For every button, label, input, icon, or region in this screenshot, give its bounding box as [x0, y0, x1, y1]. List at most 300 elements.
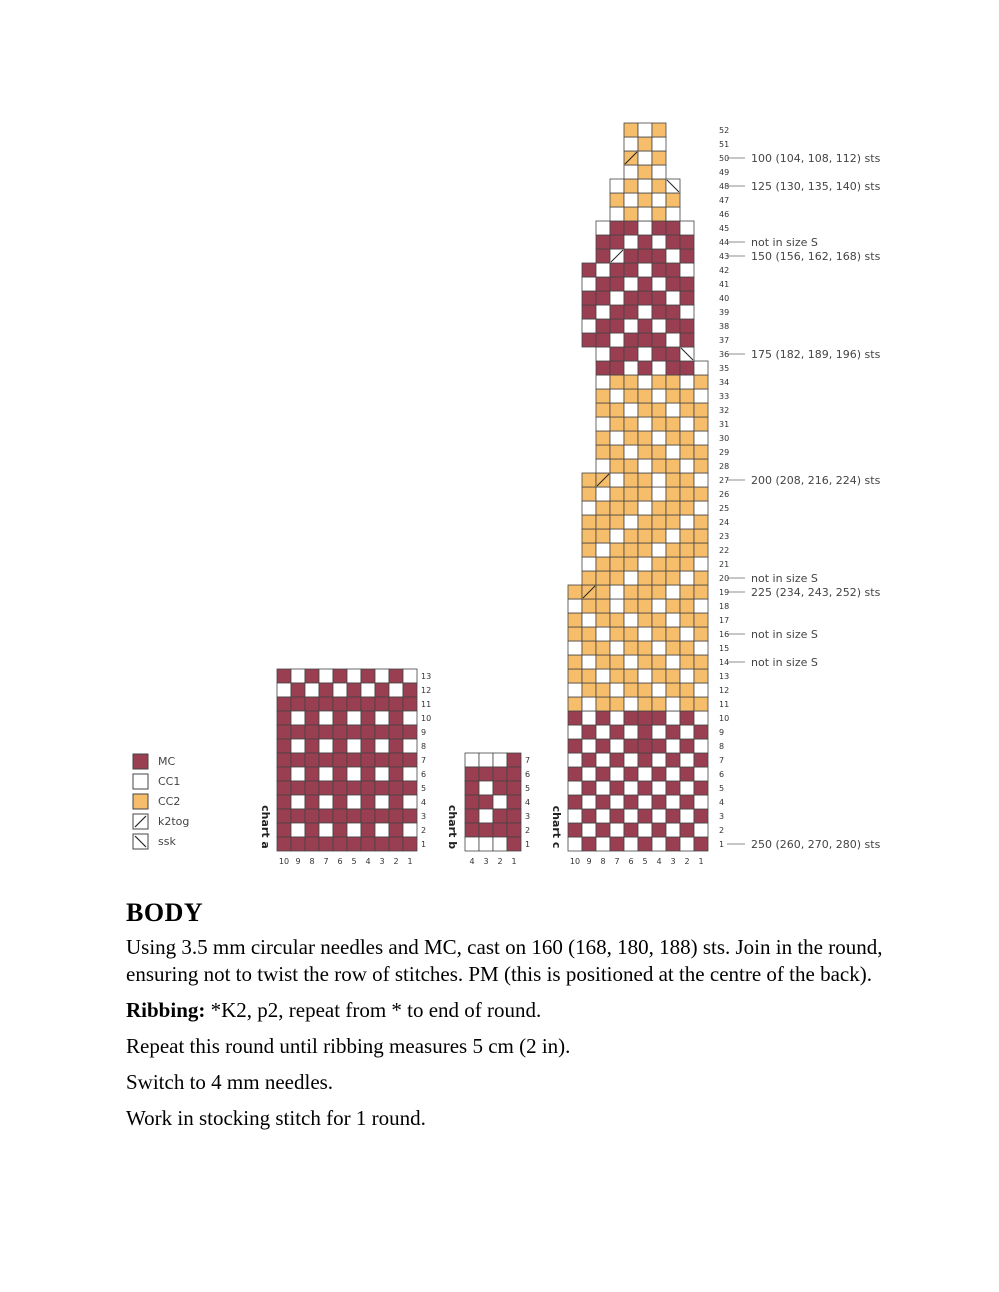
stitch-cell	[582, 697, 596, 711]
row-number: 4	[719, 798, 725, 807]
stitch-cell	[596, 361, 610, 375]
stitch-cell	[610, 767, 624, 781]
stitch-cell	[582, 655, 596, 669]
stitch-cell	[568, 599, 582, 613]
stitch-cell	[596, 655, 610, 669]
stitch-cell	[638, 221, 652, 235]
stitch-cell	[582, 557, 596, 571]
row-number: 5	[421, 784, 427, 793]
stitch-cell	[666, 459, 680, 473]
row-number: 34	[719, 378, 730, 387]
stitch-cell	[333, 837, 347, 851]
stocking-stitch-paragraph: Work in stocking stitch for 1 round.	[126, 1106, 426, 1130]
stitch-cell	[403, 669, 417, 683]
stitch-cell	[638, 179, 652, 193]
stitch-cell	[610, 823, 624, 837]
row-number: 2	[421, 826, 427, 835]
stitch-cell	[610, 571, 624, 585]
stitch-cell	[666, 235, 680, 249]
stitch-count-annotation: not in size S	[751, 572, 818, 585]
stitch-cell	[680, 543, 694, 557]
stitch-cell	[610, 669, 624, 683]
row-number: 14	[719, 658, 730, 667]
stitch-cell	[319, 669, 333, 683]
stitch-cell	[389, 669, 403, 683]
stitch-cell	[582, 543, 596, 557]
stitch-cell	[361, 837, 375, 851]
stitch-cell	[596, 753, 610, 767]
stitch-cell	[305, 823, 319, 837]
stitch-cell	[680, 669, 694, 683]
stitch-cell	[624, 487, 638, 501]
stitch-cell	[666, 193, 680, 207]
stitch-cell	[596, 781, 610, 795]
stitch-cell	[610, 795, 624, 809]
stitch-cell	[694, 627, 708, 641]
stitch-cell	[291, 697, 305, 711]
stitch-cell	[624, 669, 638, 683]
stitch-cell	[624, 529, 638, 543]
stitch-cell	[582, 809, 596, 823]
stitch-cell	[596, 347, 610, 361]
stitch-cell	[680, 557, 694, 571]
column-number: 7	[614, 857, 620, 866]
stitch-cell	[694, 389, 708, 403]
stitch-cell	[375, 683, 389, 697]
stitch-cell	[375, 669, 389, 683]
stitch-cell	[666, 473, 680, 487]
stitch-cell	[652, 529, 666, 543]
stitch-cell	[624, 753, 638, 767]
stitch-cell	[624, 543, 638, 557]
row-number: 52	[719, 126, 730, 135]
stitch-cell	[652, 711, 666, 725]
row-number: 39	[719, 308, 730, 317]
stitch-cell	[652, 739, 666, 753]
stitch-cell	[624, 347, 638, 361]
stitch-cell	[361, 809, 375, 823]
row-number: 21	[719, 560, 730, 569]
stitch-cell	[375, 711, 389, 725]
stitch-cell	[568, 753, 582, 767]
stitch-cell	[493, 837, 507, 851]
stitch-cell	[666, 655, 680, 669]
stitch-cell	[624, 557, 638, 571]
stitch-cell	[694, 473, 708, 487]
stitch-count-annotation: 125 (130, 135, 140) sts	[751, 180, 881, 193]
row-number: 47	[719, 196, 730, 205]
stitch-cell	[582, 473, 596, 487]
stitch-cell	[624, 263, 638, 277]
stitch-cell	[610, 697, 624, 711]
stitch-cell	[596, 697, 610, 711]
stitch-cell	[680, 277, 694, 291]
stitch-cell	[652, 179, 666, 193]
stitch-cell	[389, 795, 403, 809]
row-number: 44	[719, 238, 730, 247]
stitch-cell	[291, 767, 305, 781]
stitch-cell	[638, 123, 652, 137]
stitch-cell	[666, 389, 680, 403]
stitch-cell	[666, 753, 680, 767]
row-number: 38	[719, 322, 730, 331]
stitch-cell	[375, 739, 389, 753]
stitch-cell	[610, 515, 624, 529]
row-number: 7	[421, 756, 427, 765]
stitch-cell	[680, 459, 694, 473]
stitch-cell	[596, 543, 610, 557]
column-number: 3	[379, 857, 385, 866]
stitch-cell	[596, 641, 610, 655]
stitch-cell	[333, 739, 347, 753]
stitch-count-annotation: not in size S	[751, 656, 818, 669]
row-number: 3	[525, 812, 531, 821]
stitch-cell	[582, 263, 596, 277]
stitch-cell	[582, 795, 596, 809]
stitch-count-annotation: 225 (234, 243, 252) sts	[751, 586, 881, 599]
stitch-cell	[694, 837, 708, 851]
stitch-cell	[610, 837, 624, 851]
row-number: 13	[719, 672, 730, 681]
stitch-cell	[666, 613, 680, 627]
stitch-cell	[507, 781, 521, 795]
stitch-cell	[680, 809, 694, 823]
stitch-cell	[610, 599, 624, 613]
stitch-cell	[493, 753, 507, 767]
stitch-cell	[638, 655, 652, 669]
row-number: 10	[719, 714, 730, 723]
stitch-cell	[624, 767, 638, 781]
stitch-cell	[666, 571, 680, 585]
stitch-cell	[652, 627, 666, 641]
stitch-cell	[638, 739, 652, 753]
section-heading: BODY	[126, 898, 204, 927]
stitch-cell	[624, 319, 638, 333]
stitch-cell	[652, 487, 666, 501]
stitch-cell	[680, 529, 694, 543]
stitch-cell	[465, 781, 479, 795]
stitch-cell	[652, 725, 666, 739]
row-number: 35	[719, 364, 730, 373]
stitch-cell	[333, 823, 347, 837]
stitch-cell	[596, 809, 610, 823]
stitch-cell	[694, 459, 708, 473]
stitch-cell	[624, 193, 638, 207]
stitch-cell	[403, 697, 417, 711]
stitch-cell	[305, 739, 319, 753]
row-number: 50	[719, 154, 730, 163]
stitch-cell	[596, 683, 610, 697]
stitch-cell	[610, 347, 624, 361]
stitch-cell	[610, 193, 624, 207]
stitch-cell	[638, 375, 652, 389]
stitch-cell	[582, 767, 596, 781]
stitch-cell	[680, 473, 694, 487]
row-number: 2	[525, 826, 531, 835]
stitch-cell	[624, 585, 638, 599]
stitch-count-annotation: 250 (260, 270, 280) sts	[751, 838, 881, 851]
stitch-cell	[652, 151, 666, 165]
column-number: 2	[684, 857, 690, 866]
stitch-cell	[465, 837, 479, 851]
stitch-cell	[479, 809, 493, 823]
stitch-cell	[596, 823, 610, 837]
stitch-cell	[568, 613, 582, 627]
stitch-cell	[680, 655, 694, 669]
stitch-cell	[291, 725, 305, 739]
stitch-cell	[694, 571, 708, 585]
stitch-cell	[624, 627, 638, 641]
stitch-cell	[582, 725, 596, 739]
row-number: 51	[719, 140, 730, 149]
stitch-cell	[624, 417, 638, 431]
stitch-cell	[638, 753, 652, 767]
stitch-cell	[403, 753, 417, 767]
stitch-cell	[666, 627, 680, 641]
stitch-cell	[582, 333, 596, 347]
stitch-cell	[652, 291, 666, 305]
stitch-cell	[666, 697, 680, 711]
stitch-cell	[596, 515, 610, 529]
stitch-cell	[680, 487, 694, 501]
column-number: 4	[656, 857, 662, 866]
stitch-cell	[638, 165, 652, 179]
stitch-cell	[666, 767, 680, 781]
row-number: 4	[525, 798, 531, 807]
stitch-cell	[666, 725, 680, 739]
stitch-cell	[610, 641, 624, 655]
stitch-cell	[333, 767, 347, 781]
stitch-cell	[403, 739, 417, 753]
stitch-cell	[694, 529, 708, 543]
column-number: 8	[600, 857, 606, 866]
stitch-cell	[465, 795, 479, 809]
stitch-cell	[694, 739, 708, 753]
stitch-cell	[638, 487, 652, 501]
stitch-cell	[610, 179, 624, 193]
stitch-cell	[680, 235, 694, 249]
stitch-cell	[596, 235, 610, 249]
row-number: 7	[525, 756, 531, 765]
stitch-cell	[277, 711, 291, 725]
stitch-cell	[333, 809, 347, 823]
stitch-cell	[652, 403, 666, 417]
stitch-cell	[610, 655, 624, 669]
stitch-cell	[596, 221, 610, 235]
stitch-cell	[347, 767, 361, 781]
stitch-cell	[596, 669, 610, 683]
stitch-cell	[638, 333, 652, 347]
stitch-cell	[624, 249, 638, 263]
stitch-cell	[347, 739, 361, 753]
stitch-cell	[291, 683, 305, 697]
stitch-cell	[610, 753, 624, 767]
stitch-cell	[610, 221, 624, 235]
stitch-cell	[403, 837, 417, 851]
stitch-cell	[568, 781, 582, 795]
stitch-cell	[610, 417, 624, 431]
stitch-cell	[666, 445, 680, 459]
stitch-cell	[680, 725, 694, 739]
stitch-cell	[596, 487, 610, 501]
stitch-cell	[361, 795, 375, 809]
stitch-cell	[694, 585, 708, 599]
stitch-cell	[479, 767, 493, 781]
stitch-cell	[638, 599, 652, 613]
ribbing-label: Ribbing:	[126, 998, 206, 1022]
stitch-cell	[568, 683, 582, 697]
stitch-cell	[694, 361, 708, 375]
row-number: 32	[719, 406, 730, 415]
stitch-cell	[361, 725, 375, 739]
stitch-cell	[610, 781, 624, 795]
stitch-cell	[694, 795, 708, 809]
stitch-cell	[666, 403, 680, 417]
stitch-cell	[666, 417, 680, 431]
stitch-cell	[277, 725, 291, 739]
stitch-cell	[680, 263, 694, 277]
stitch-cell	[666, 277, 680, 291]
stitch-cell	[694, 809, 708, 823]
stitch-count-annotation: not in size S	[751, 236, 818, 249]
stitch-cell	[652, 543, 666, 557]
stitch-cell	[375, 809, 389, 823]
stitch-cell	[638, 571, 652, 585]
stitch-cell	[375, 697, 389, 711]
stitch-cell	[652, 837, 666, 851]
stitch-cell	[596, 571, 610, 585]
stitch-cell	[638, 781, 652, 795]
stitch-cell	[680, 333, 694, 347]
stitch-cell	[638, 823, 652, 837]
stitch-cell	[680, 361, 694, 375]
stitch-cell	[568, 711, 582, 725]
stitch-cell	[694, 781, 708, 795]
stitch-cell	[610, 305, 624, 319]
stitch-cell	[610, 431, 624, 445]
stitch-cell	[638, 291, 652, 305]
column-number: 2	[393, 857, 399, 866]
row-number: 33	[719, 392, 730, 401]
stitch-cell	[479, 823, 493, 837]
column-number: 4	[365, 857, 371, 866]
stitch-cell	[582, 641, 596, 655]
stitch-cell	[596, 305, 610, 319]
stitch-cell	[680, 753, 694, 767]
row-number: 26	[719, 490, 730, 499]
stitch-cell	[680, 795, 694, 809]
stitch-cell	[347, 795, 361, 809]
stitch-cell	[666, 515, 680, 529]
stitch-cell	[624, 515, 638, 529]
row-number: 24	[719, 518, 730, 527]
stitch-cell	[694, 599, 708, 613]
stitch-cell	[610, 473, 624, 487]
stitch-cell	[666, 557, 680, 571]
stitch-cell	[465, 823, 479, 837]
stitch-cell	[277, 795, 291, 809]
stitch-cell	[638, 305, 652, 319]
stitch-cell	[666, 599, 680, 613]
stitch-cell	[652, 669, 666, 683]
stitch-cell	[389, 725, 403, 739]
stitch-cell	[305, 767, 319, 781]
stitch-cell	[680, 221, 694, 235]
stitch-cell	[347, 697, 361, 711]
stitch-cell	[638, 389, 652, 403]
stitch-cell	[638, 543, 652, 557]
stitch-cell	[638, 711, 652, 725]
stitch-cell	[666, 795, 680, 809]
stitch-cell	[624, 599, 638, 613]
stitch-cell	[596, 277, 610, 291]
stitch-cell	[638, 557, 652, 571]
stitch-cell	[507, 795, 521, 809]
row-number: 5	[719, 784, 725, 793]
stitch-cell	[666, 683, 680, 697]
stitch-cell	[582, 305, 596, 319]
row-number: 1	[525, 840, 531, 849]
stitch-cell	[596, 319, 610, 333]
chart-title: chart a	[259, 805, 272, 849]
stitch-cell	[305, 753, 319, 767]
stitch-cell	[319, 697, 333, 711]
stitch-cell	[680, 249, 694, 263]
stitch-cell	[389, 767, 403, 781]
stitch-cell	[652, 165, 666, 179]
stitch-cell	[680, 613, 694, 627]
row-number: 19	[719, 588, 730, 597]
stitch-cell	[465, 753, 479, 767]
stitch-cell	[333, 697, 347, 711]
row-number: 45	[719, 224, 730, 233]
stitch-cell	[666, 319, 680, 333]
stitch-cell	[652, 347, 666, 361]
stitch-cell	[624, 613, 638, 627]
stitch-cell	[694, 445, 708, 459]
stitch-cell	[291, 711, 305, 725]
column-number: 1	[698, 857, 704, 866]
stitch-count-annotation: 100 (104, 108, 112) sts	[751, 152, 881, 165]
stitch-cell	[596, 333, 610, 347]
stitch-count-annotation: not in size S	[751, 628, 818, 641]
stitch-cell	[666, 347, 680, 361]
stitch-cell	[493, 767, 507, 781]
stitch-cell	[666, 739, 680, 753]
stitch-cell	[582, 529, 596, 543]
row-number: 6	[525, 770, 531, 779]
stitch-cell	[582, 501, 596, 515]
legend-swatch-cc1	[133, 774, 148, 789]
stitch-cell	[624, 473, 638, 487]
stitch-cell	[319, 781, 333, 795]
stitch-cell	[375, 753, 389, 767]
stitch-cell	[652, 599, 666, 613]
stitch-cell	[694, 683, 708, 697]
row-number: 31	[719, 420, 730, 429]
stitch-cell	[568, 627, 582, 641]
stitch-cell	[666, 781, 680, 795]
stitch-cell	[624, 179, 638, 193]
row-number: 3	[719, 812, 725, 821]
stitch-cell	[638, 249, 652, 263]
chart-title: chart c	[550, 805, 563, 849]
stitch-cell	[610, 627, 624, 641]
stitch-cell	[666, 333, 680, 347]
stitch-cell	[582, 739, 596, 753]
stitch-cell	[680, 641, 694, 655]
stitch-cell	[652, 795, 666, 809]
